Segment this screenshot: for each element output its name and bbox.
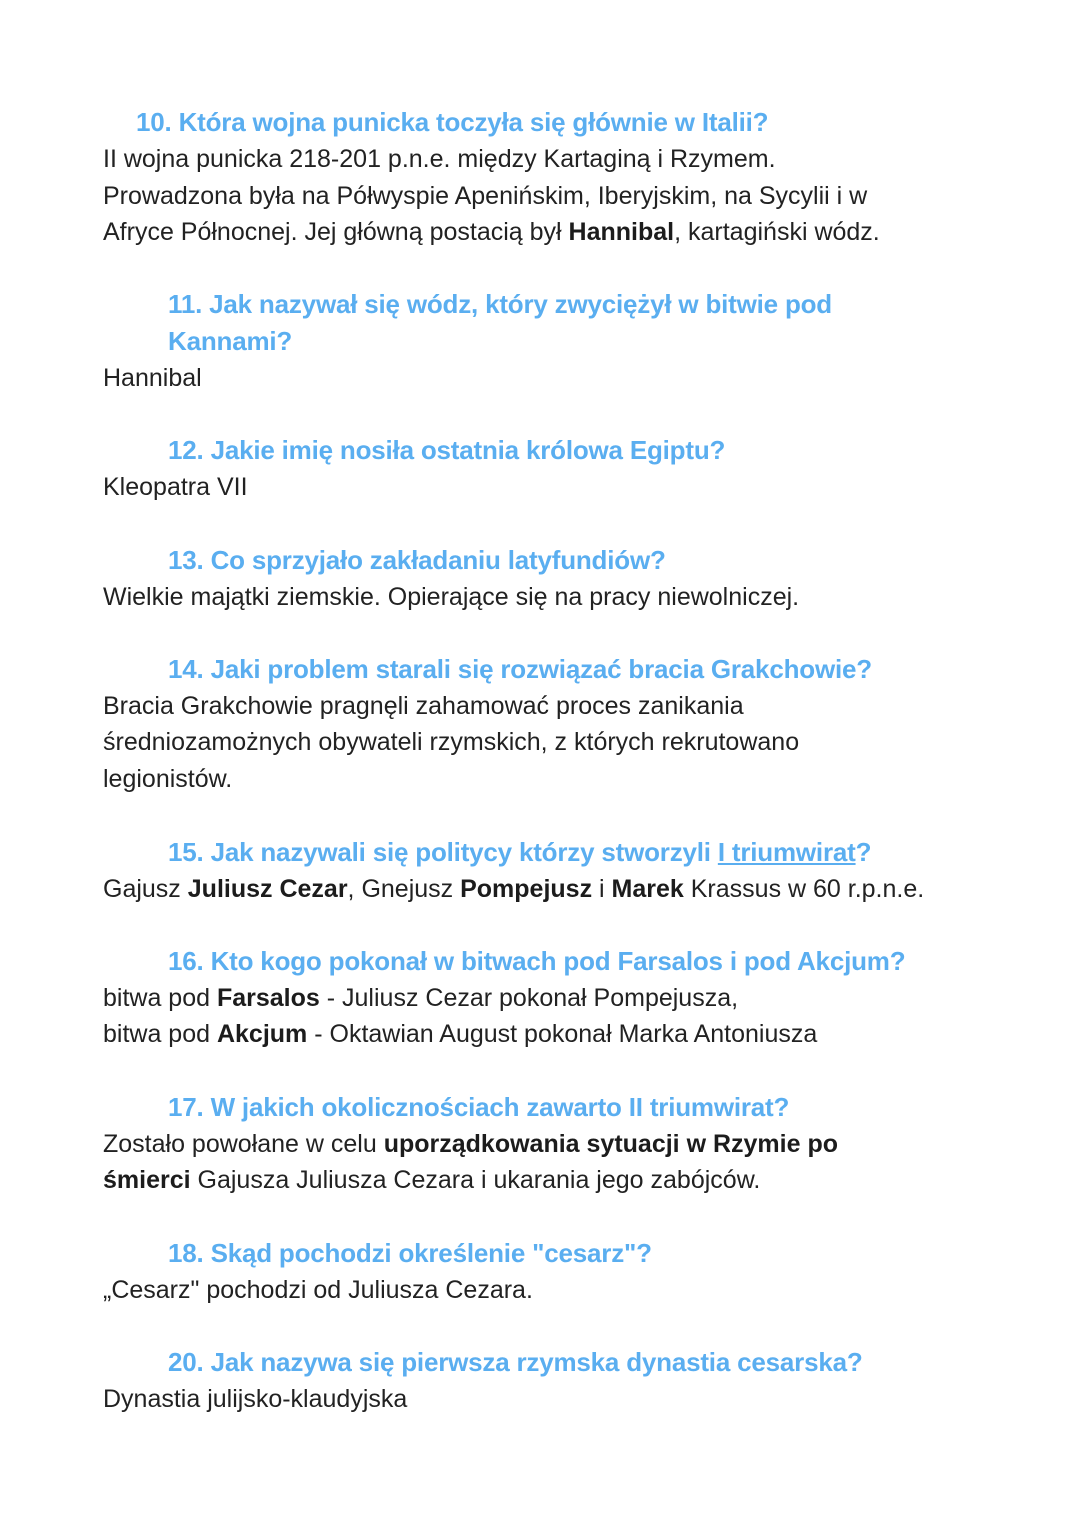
answer-18: „Cesarz" pochodzi od Juliusza Cezara. [103, 1276, 533, 1304]
text-run: , kartagiński wódz. [674, 218, 880, 246]
question-18: 18. Skąd pochodzi określenie "cesarz"? [168, 1238, 652, 1268]
text-run: 15. Jak nazywali się politycy którzy stworzyli [168, 837, 718, 867]
text-run: Gajusza Juliusza Cezara i ukarania jego zabójców. [190, 1166, 761, 1194]
answer-15 [103, 871, 924, 908]
question-14: 14. Jaki problem starali się rozwiązać bracia Grakchowie? [168, 654, 872, 684]
text-run: Gajusz [103, 875, 188, 903]
text-run: i [592, 875, 612, 903]
question-15 [168, 834, 871, 871]
text-run: , Gnejusz [347, 875, 461, 903]
answer-10-line-3 [103, 214, 880, 251]
answer-14-line-3: legionistów. [103, 765, 233, 793]
triumwirat-link[interactable]: I triumwirat [717, 837, 856, 867]
question-13: 13. Co sprzyjało zakładaniu latyfundiów? [168, 545, 666, 575]
answer-16-line-1 [103, 980, 738, 1017]
answer-14-line-1: Bracia Grakchowie pragnęli zahamować proces zanikania [103, 692, 744, 720]
text-run: bitwa pod [103, 1020, 217, 1048]
bold-text: Hannibal [568, 218, 675, 246]
bold-text: uporządkowania sytuacji w Rzymie po [383, 1130, 838, 1158]
text-run: ? [855, 837, 872, 867]
text-run: Krassus w 60 r.p.n.e. [683, 875, 925, 903]
answer-17-line-2 [103, 1162, 760, 1199]
answer-13: Wielkie majątki ziemskie. Opierające się na pracy niewolniczej. [103, 583, 800, 611]
answer-12: Kleopatra VII [103, 473, 248, 501]
question-12: 12. Jakie imię nosiła ostatnia królowa Egiptu? [168, 435, 726, 465]
text-run: Zostało powołane w celu [103, 1130, 384, 1158]
bold-text: Marek [611, 875, 684, 903]
text-run: Afryce Północnej. Jej główną postacią był [103, 218, 569, 246]
bold-text: śmierci [103, 1166, 191, 1194]
bold-text: Farsalos [216, 984, 320, 1012]
answer-10-line-2: Prowadzona była na Półwyspie Apenińskim, Iberyjskim, na Sycylii i w [103, 182, 868, 210]
question-10: 10. Która wojna punicka toczyła się głównie w Italii? [136, 107, 769, 137]
question-17: 17. W jakich okolicznościach zawarto II triumwirat? [168, 1092, 790, 1122]
text-run: bitwa pod [103, 984, 217, 1012]
answer-20: Dynastia julijsko-klaudyjska [103, 1385, 408, 1413]
bold-text: Juliusz Cezar [187, 875, 348, 903]
bold-text: Pompejusz [460, 875, 593, 903]
text-run: - Juliusz Cezar pokonał Pompejusza, [319, 984, 739, 1012]
bold-text: Akcjum [216, 1020, 308, 1048]
question-11-line-2: Kannami? [168, 326, 293, 356]
answer-17-line-1 [103, 1126, 838, 1163]
answer-16-line-2 [103, 1016, 817, 1053]
answer-11: Hannibal [103, 364, 202, 392]
question-16: 16. Kto kogo pokonał w bitwach pod Farsalos i pod Akcjum? [168, 946, 906, 976]
question-20: 20. Jak nazywa się pierwsza rzymska dynastia cesarska? [168, 1347, 863, 1377]
answer-14-line-2: średniozamożnych obywateli rzymskich, z których rekrutowano [103, 728, 800, 756]
text-run: - Oktawian August pokonał Marka Antoniusza [307, 1020, 818, 1048]
answer-10-line-1: II wojna punicka 218-201 p.n.e. między Kartaginą i Rzymem. [103, 145, 776, 173]
question-11-line-1: 11. Jak nazywał się wódz, który zwyciężył w bitwie pod [168, 289, 832, 319]
